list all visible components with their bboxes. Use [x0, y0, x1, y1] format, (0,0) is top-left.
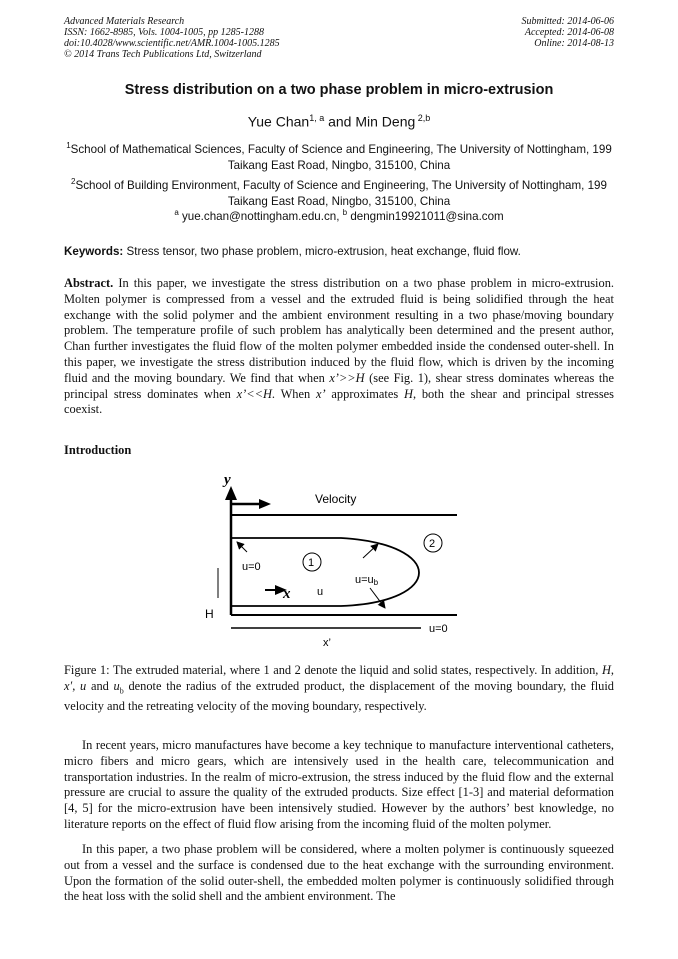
abstract-math: H	[404, 386, 413, 401]
paper-title: Stress distribution on a two phase problem in micro-extrusion	[124, 82, 554, 98]
boundary-arrow-top	[363, 544, 378, 558]
y-axis-arrowhead	[225, 486, 237, 500]
author-2-sup: 2,b	[415, 113, 431, 123]
caption-math: u	[80, 678, 87, 693]
abstract-math: x’	[315, 386, 326, 401]
keywords	[64, 245, 616, 258]
caption-text: ,	[72, 678, 81, 693]
keywords-text: Stress tensor, two phase problem, micro-extrusion, heat exchange, fluid flow.	[123, 245, 521, 258]
affiliation-2-text: School of Building Environment, Faculty of Science and Engineering, The University of Nottingham, 199 Taikang East Road, Ningbo, 315100, China	[75, 178, 607, 208]
caption-math: u	[113, 678, 120, 693]
region-2-label: 2	[429, 538, 436, 550]
caption-text: denote the radius of the extruded product, the displacement of the moving boundary, the fluid velocity and the retreating velocity of the moving boundary, respectively.	[64, 678, 615, 714]
abstract-math: x’>>H	[329, 370, 365, 385]
boundary-arrow-bottom	[370, 588, 385, 608]
journal-doi: doi:10.4028/www.scientific.net/AMR.1004-1005.1285	[64, 38, 280, 49]
online-date: Online: 2014-08-13	[534, 38, 614, 49]
dates-header	[522, 16, 615, 49]
abstract-math: x’<<H	[236, 386, 272, 401]
author-2: Min Deng	[355, 113, 416, 130]
abstract-text: (see Fig. 1), shear stress dominates whereas the principal stress dominates when	[64, 370, 614, 401]
ub-label-sub: b	[373, 578, 379, 587]
affiliation-1-text: School of Mathematical Sciences, Faculty of Science and Engineering, The University of Nottingham, 199 Taikang East Road, Ningbo, 315100, China	[70, 142, 612, 172]
ub-label-main: u=u	[355, 574, 374, 586]
affiliation-2	[64, 174, 614, 210]
caption-text: ,	[610, 663, 614, 677]
keywords-label: Keywords:	[64, 245, 124, 258]
author-1: Yue Chan	[247, 113, 310, 130]
submitted-date: Submitted: 2014-06-06	[521, 16, 614, 27]
u0-left-label: u=0	[242, 561, 261, 573]
h-label: H	[205, 607, 214, 621]
caption-text: and	[86, 678, 114, 693]
x-axis-label: x	[283, 586, 291, 602]
u0-arrow	[237, 542, 247, 552]
body-paragraph-1: In recent years, micro manufactures have become a key technique to manufacture interventional catheters, micro fibers and micro gears, which are intensively used in the health care, telecommunication and transportation industries. In the realm of micro-extrusion, the stress induced by the fluid flow and the external pressure are crucial to assure the quality of the extruded products. Size effect [1-3] and material deformation [4, 5] for the micro-extrusion have been intensively studied. However by the authors’ best knowledge, no literature reports on the effect of fluid flow arising from the incoming fluid of the molten polymer.	[64, 738, 614, 831]
affiliation-1	[64, 138, 614, 174]
figure-1	[195, 470, 470, 655]
journal-copyright: © 2014 Trans Tech Publications Ltd, Switzerland	[64, 49, 262, 60]
velocity-label: Velocity	[315, 492, 357, 506]
author-line	[0, 113, 678, 130]
accepted-date: Accepted: 2014-06-08	[524, 27, 614, 38]
email-line	[0, 208, 678, 223]
ub-label	[355, 574, 379, 587]
email-a[interactable]: yue.chan@nottingham.edu.cn,	[178, 209, 343, 223]
email-b-sup: b	[342, 208, 348, 217]
journal-issn: ISSN: 1662-8985, Vols. 1004-1005, pp 1285-1288	[64, 27, 264, 38]
caption-math-sub: b	[119, 686, 124, 696]
journal-header	[64, 16, 280, 60]
journal-name: Advanced Materials Research	[64, 16, 185, 27]
y-axis-label: y	[224, 472, 231, 488]
region-1-label: 1	[308, 557, 315, 569]
xprime-label: x’	[323, 637, 331, 649]
affiliation-2-sup: 2	[71, 177, 76, 186]
u0-right-label: u=0	[429, 623, 448, 635]
abstract	[64, 276, 614, 418]
author-1-sup: 1, a	[309, 113, 325, 123]
abstract-label: Abstract.	[64, 276, 114, 290]
figure-caption	[64, 663, 614, 715]
email-a-sup: a	[174, 208, 179, 217]
affiliation-1-sup: 1	[66, 141, 71, 150]
caption-text: Figure 1: The extruded material, where 1 and 2 denote the liquid and solid states, respectively. In addition,	[64, 663, 602, 677]
abstract-text: . When	[271, 386, 316, 401]
u-label: u	[317, 586, 324, 598]
velocity-arrowhead	[259, 499, 271, 509]
abstract-text: approximates	[325, 386, 404, 401]
author-conjunction: and	[324, 113, 356, 130]
abstract-text: , both the shear and principal stresses coexist.	[64, 386, 615, 417]
caption-math: H	[601, 663, 611, 677]
body-paragraph-2: In this paper, a two phase problem will be considered, where a molten polymer is continuously squeezed out from a vessel and the surface is condensed due to the heat exchange with the surrounding environment. Upon the formation of the solid outer-shell, the embedded molten polymer is continuously solidified through the heat loss with the solid shell and the ambient environment. The	[64, 842, 614, 904]
abstract-text: In this paper, we investigate the stress distribution on a two phase problem in micro-extrusion. Molten polymer is compressed from a vessel and the extruded fluid is being solidified through the heat exchange with the solid polymer and the ambient environment resulting in a two phase/moving boundary problem. The temperature profile of such problem has analytically been determined and the present author, Chan further investigates the fluid flow of the molten polymer embedded inside the condensed outer-shell. In this paper, we investigate the stress distribution induced by the fluid flow, which is driven by the incoming fluid and the moving boundary. We find that when	[64, 276, 614, 385]
email-b[interactable]: dengmin19921011@sina.com	[347, 209, 504, 223]
introduction-heading: Introduction	[64, 443, 132, 457]
caption-math: x′	[64, 678, 73, 693]
